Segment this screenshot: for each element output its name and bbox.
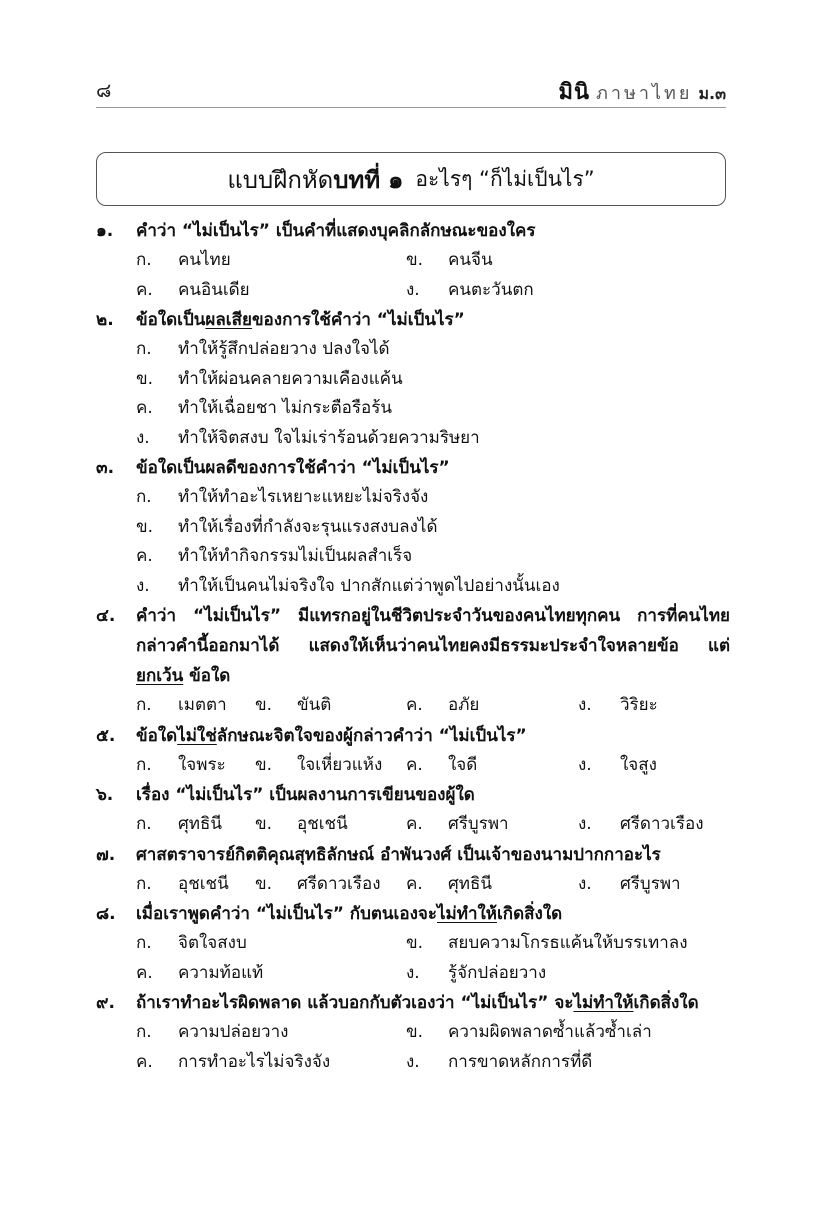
question-emphasis: ไม่ใช่ (177, 725, 217, 746)
option-a[interactable] (136, 335, 730, 365)
option-text: การทำอะไรไม่จริงจัง (178, 1051, 331, 1072)
question-1 (96, 216, 730, 305)
option-label: ง. (578, 873, 592, 894)
option-label: ข. (255, 814, 273, 834)
option-text: ศรีดาวเรือง (297, 873, 381, 894)
question-text-part: ลักษณะจิตใจของผู้กล่าวคำว่า “ไม่เป็นไร” (216, 725, 527, 746)
option-label: ก. (136, 814, 152, 834)
option-label: ข. (255, 754, 273, 775)
option-d[interactable] (578, 870, 688, 900)
question-number: ๓. (96, 458, 115, 478)
question-text: เรื่อง “ไม่เป็นไร” เป็นผลงานการเขียนของผู้ใด (136, 785, 475, 805)
option-label: ก. (136, 933, 152, 953)
option-label: ก. (136, 339, 152, 359)
question-number: ๙. (96, 993, 115, 1013)
question-text-part: ถ้าเราทำอะไรผิดพลาด แล้วบอกกับตัวเองว่า “ไม่เป็นไร” จะ (136, 993, 574, 1013)
option-a[interactable] (136, 246, 406, 276)
option-text: ทำให้ทำอะไรเหยาะแหยะไม่จริงจัง (178, 487, 429, 507)
option-a[interactable] (136, 929, 406, 959)
book-title (558, 74, 726, 109)
question-text-part: ข้อใดเป็น (136, 310, 206, 330)
option-label: ก. (136, 1022, 152, 1042)
question-6 (96, 780, 730, 840)
option-text: ความปล่อยวาง (178, 1022, 289, 1042)
option-label: ค. (136, 546, 153, 566)
option-label: ข. (255, 695, 273, 715)
option-b[interactable] (255, 870, 406, 900)
option-label: ข. (406, 250, 424, 270)
option-text: ความผิดพลาดซ้ำแล้วซ้ำเล่า (448, 1022, 652, 1042)
option-d[interactable] (136, 424, 730, 454)
title-number: ๑ (388, 165, 404, 194)
question-text-part: เกิดสิ่งใด (633, 993, 699, 1013)
option-label: ค. (406, 754, 423, 775)
option-label: ง. (406, 1051, 420, 1072)
option-text: อภัย (448, 695, 480, 715)
options (96, 929, 730, 988)
option-label: ง. (136, 427, 150, 448)
question-text: คำว่า “ไม่เป็นไร” เป็นคำที่แสดงบุคลิกลักษณะของใคร (136, 221, 536, 241)
option-text: คนจีน (448, 250, 493, 270)
question-text (136, 899, 730, 929)
question-text-part: เมื่อเราพูดคำว่า “ไม่เป็นไร” กับตนเองจะ (136, 904, 437, 924)
option-label: ข. (136, 368, 154, 389)
options (96, 1018, 730, 1077)
question-number: ๑. (96, 221, 114, 241)
option-b[interactable] (255, 751, 406, 781)
option-text: ศรีดาวเรือง (620, 814, 704, 834)
option-text: ทำให้ผ่อนคลายความเคืองแค้น (178, 368, 403, 389)
option-text: ใจดี (448, 754, 478, 775)
question-text (136, 721, 730, 751)
question-text (136, 988, 730, 1018)
exercise-title-box (96, 152, 726, 206)
option-text: ทำให้เรื่องที่กำลังจะรุนแรงสงบลงได้ (178, 516, 438, 537)
option-text: คนอินเดีย (178, 279, 250, 300)
question-text-part: ข้อใด (183, 666, 231, 686)
option-d[interactable] (406, 1048, 676, 1078)
question-text-part: คำว่า “ไม่เป็นไร” มีแทรกอยู่ในชีวิตประจำวันของคนไทยทุกคน การที่คนไทย กล่าวคำนี้ออกมาได้ แสดงให้เห็นว่าคนไทยคงมีธรรมะประจำใจหลายข้อ แต่ (136, 606, 730, 656)
option-text: ทำให้เฉื่อยชา ไม่กระตือรือร้น (178, 398, 392, 418)
question-8 (96, 899, 730, 988)
options (96, 751, 730, 781)
question-9 (96, 988, 730, 1077)
option-a[interactable] (136, 1018, 406, 1048)
question-number: ๕. (96, 725, 116, 746)
option-label: ง. (406, 962, 420, 983)
options (96, 870, 730, 900)
question-number: ๒. (96, 310, 114, 330)
page-header (96, 74, 726, 104)
option-label: ข. (255, 873, 273, 894)
option-c[interactable] (136, 542, 730, 572)
option-d[interactable] (406, 276, 676, 306)
option-b[interactable] (406, 246, 676, 276)
option-text: เมตตา (178, 695, 227, 715)
question-emphasis: ยกเว้น (136, 666, 184, 686)
question-text: ศาสตราจารย์กิตติคุณสุทธิลักษณ์ อำพันวงศ์ เป็นเจ้าของนามปากกาอะไร (136, 844, 661, 865)
options (96, 810, 730, 840)
option-text: ทำให้จิตสงบ ใจไม่เร่าร้อนด้วยความริษยา (178, 427, 480, 448)
option-text: คนไทย (178, 250, 231, 270)
header-divider (96, 107, 726, 108)
title-chapter: บทที่ (333, 165, 381, 194)
option-text: ความท้อแท้ (178, 962, 264, 983)
option-d[interactable] (578, 751, 688, 781)
option-label: ข. (406, 1022, 424, 1042)
option-b[interactable] (136, 513, 730, 543)
option-label: ก. (136, 487, 152, 507)
option-text: จิตใจสงบ (178, 933, 247, 953)
option-b[interactable] (406, 929, 688, 959)
option-text: อุชเชนี (178, 873, 229, 894)
option-text: ศรีบูรพา (620, 873, 681, 894)
option-label: ข. (406, 933, 424, 953)
option-label: ก. (136, 250, 152, 270)
option-text: ใจพระ (178, 754, 226, 775)
option-label: ง. (578, 814, 592, 834)
question-5 (96, 721, 730, 781)
option-text: ศรีบูรพา (448, 814, 509, 834)
brand-logo: มินิ (558, 80, 591, 105)
question-3 (96, 453, 730, 601)
option-label: ก. (136, 754, 152, 775)
options (96, 246, 730, 305)
option-text: สยบความโกรธแค้นให้บรรเทาลง (448, 933, 688, 953)
option-text: ใจสูง (620, 754, 657, 775)
option-a[interactable] (136, 483, 730, 513)
options (96, 691, 730, 721)
grade-label: ม.๓ (698, 84, 726, 103)
question-number: ๘. (96, 904, 116, 924)
option-b[interactable] (255, 810, 406, 840)
question-number: ๔. (96, 606, 116, 626)
option-label: ค. (136, 962, 153, 983)
option-c[interactable] (136, 959, 406, 989)
question-text-part: ข้อใด (136, 725, 178, 746)
option-label: ค. (406, 695, 423, 715)
option-c[interactable] (406, 691, 578, 721)
option-d[interactable] (578, 810, 704, 840)
option-text: ใจเหี่ยวแห้ง (297, 754, 383, 775)
option-label: ก. (136, 873, 152, 894)
question-text-part: ของการใช้คำว่า “ไม่เป็นไร” (251, 310, 465, 330)
option-label: ค. (406, 814, 423, 834)
option-c[interactable] (136, 276, 406, 306)
question-text: ข้อใดเป็นผลดีของการใช้คำว่า “ไม่เป็นไร” (136, 458, 450, 478)
option-label: ง. (406, 279, 420, 300)
question-4 (96, 601, 730, 721)
question-text-part: เกิดสิ่งใด (497, 904, 563, 924)
option-c[interactable] (406, 751, 578, 781)
option-text: การขาดหลักการที่ดี (448, 1051, 593, 1072)
option-c[interactable] (136, 394, 730, 424)
option-c[interactable] (406, 810, 578, 840)
option-text: ศุทธินี (448, 873, 492, 894)
option-text: ทำให้ทำกิจกรรมไม่เป็นผลสำเร็จ (178, 546, 413, 566)
option-text: ทำให้รู้สึกปล่อยวาง ปลงใจได้ (178, 339, 390, 359)
option-b[interactable] (136, 365, 730, 395)
options (96, 483, 730, 601)
question-number: ๖. (96, 785, 114, 805)
options (96, 335, 730, 453)
subject-label: ภาษาไทย (596, 83, 693, 104)
option-a[interactable] (136, 751, 255, 781)
question-emphasis: ไม่ทำให้ (436, 904, 497, 924)
option-d[interactable] (578, 691, 688, 721)
title-lead: แบบฝึกหัด (227, 165, 334, 194)
option-text: คนตะวันตก (448, 279, 534, 300)
question-number: ๗. (96, 844, 116, 865)
option-label: ค. (136, 1051, 153, 1072)
option-label: ง. (578, 695, 592, 715)
option-label: ง. (578, 754, 592, 775)
option-a[interactable] (136, 870, 255, 900)
option-text: ศุทธินี (178, 814, 222, 834)
question-7 (96, 840, 730, 900)
option-label: ก. (136, 695, 152, 715)
question-2 (96, 305, 730, 453)
option-label: ง. (136, 575, 150, 596)
option-a[interactable] (136, 691, 255, 721)
option-label: ข. (136, 516, 154, 537)
option-text: ขันติ (297, 695, 332, 715)
option-text: ทำให้เป็นคนไม่จริงใจ ปากสักแต่ว่าพูดไปอย่างนั้นเอง (178, 575, 560, 596)
option-d[interactable] (406, 959, 676, 989)
option-label: ค. (406, 873, 423, 894)
option-b[interactable] (406, 1018, 676, 1048)
question-list (96, 216, 730, 1077)
title-topic: อะไรๆ “ก็ไม่เป็นไร” (415, 166, 595, 191)
question-text (136, 601, 730, 691)
option-text: วิริยะ (620, 695, 658, 715)
option-d[interactable] (136, 572, 730, 602)
option-label: ค. (136, 279, 153, 300)
option-c[interactable] (406, 870, 578, 900)
page-number: ๘ (96, 78, 112, 102)
question-text (136, 305, 730, 335)
option-b[interactable] (255, 691, 406, 721)
question-emphasis: ไม่ทำให้ (573, 993, 634, 1013)
option-text: อุชเชนี (297, 814, 348, 834)
option-text: รู้จักปล่อยวาง (448, 962, 547, 983)
option-c[interactable] (136, 1048, 406, 1078)
option-a[interactable] (136, 810, 255, 840)
question-emphasis: ผลเสีย (205, 310, 252, 330)
option-label: ค. (136, 398, 153, 418)
